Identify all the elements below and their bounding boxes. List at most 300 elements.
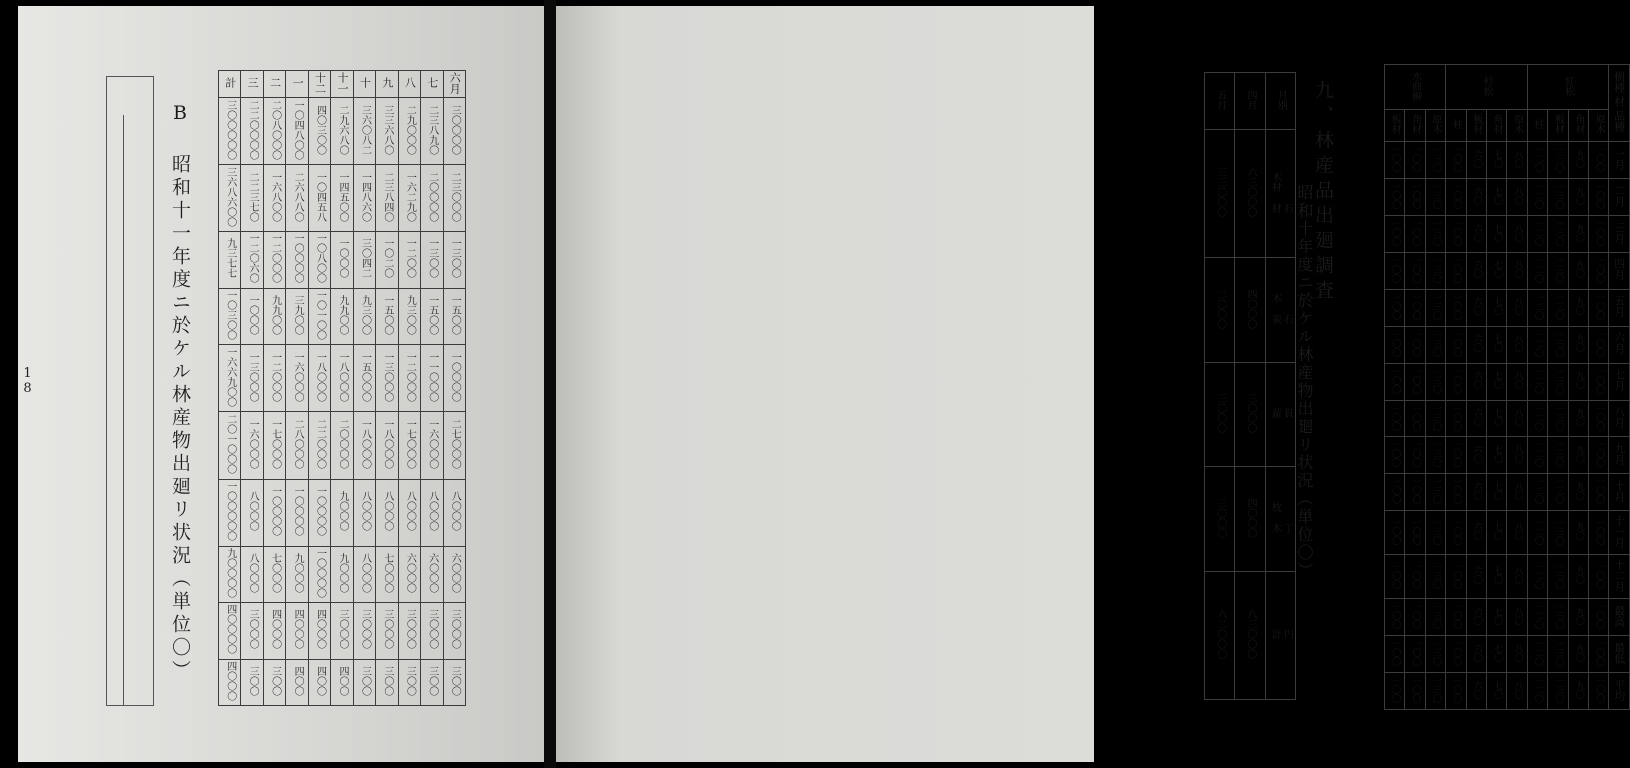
table-cell (308, 659, 330, 705)
table-cell (1568, 555, 1588, 599)
table-cell-text: 一三〇 (1553, 255, 1564, 283)
table-cell (1405, 555, 1425, 599)
table-cell (421, 659, 443, 705)
table-cell-text: 一〇四八〇〇 (292, 99, 304, 160)
month-label-text: 六月 (1612, 332, 1626, 355)
table-cell (263, 479, 285, 546)
table-cell-text: 一〇〇 (1410, 292, 1421, 320)
table-row (1385, 555, 1630, 599)
column-header (1385, 110, 1405, 142)
table-cell-text: 九九〇〇 (336, 295, 348, 336)
table-cell-text: 七〇 (1492, 334, 1503, 353)
table-cell-text: 一三〇〇〇 (247, 351, 259, 402)
table-row (1205, 258, 1296, 363)
month-label-text: 四月 (1612, 258, 1626, 281)
table-cell-text: 八〇 (1512, 186, 1523, 205)
table-cell-text: 四〇〇 (292, 665, 304, 696)
table-cell-text: 一六〇〇〇 (247, 418, 259, 469)
table-cell (1446, 437, 1466, 474)
table-cell-text: 九〇 (1573, 408, 1584, 427)
table-cell (421, 165, 443, 232)
month-label (1609, 326, 1630, 363)
table-cell (1507, 673, 1527, 710)
column-header-text: 板材 (1389, 114, 1401, 135)
table-cell-text: 一〇〇 (1410, 477, 1421, 505)
table-cell-text: 一〇〇 (1594, 477, 1605, 505)
table-cell-text: 一三〇 (1553, 219, 1564, 247)
table-cell (1466, 400, 1486, 437)
table-cell-text: 一〇〇 (1451, 561, 1462, 589)
month-label (1609, 437, 1630, 474)
month-header (398, 71, 420, 98)
page-number: 18 (20, 366, 35, 396)
table-cell-text: 九〇 (1573, 186, 1584, 205)
table-cell-text: 七〇 (1492, 522, 1503, 541)
table-cell-text: 七〇 (1492, 643, 1503, 662)
month-label-text: 最高 (1612, 604, 1626, 627)
right-page-title: 九、林産品出廻調査 (1312, 80, 1334, 305)
table-cell-text: 一八〇〇〇 (359, 418, 371, 469)
table-cell (398, 603, 420, 660)
table-cell (1589, 363, 1609, 400)
month-header-text: 七 (425, 77, 439, 88)
table-cell (1446, 363, 1466, 400)
month-header (1205, 73, 1235, 130)
table-cell-text: 六〇 (1471, 481, 1482, 500)
table-cell (331, 659, 353, 705)
table-cell (1487, 437, 1507, 474)
table-cell (308, 603, 330, 660)
table-cell (1589, 253, 1609, 290)
table-cell-text: 九〇 (1573, 149, 1584, 168)
table-cell-text: 一二〇 (1533, 639, 1544, 667)
table-cell (1425, 599, 1445, 636)
table-cell (1589, 142, 1609, 179)
table-cell (219, 412, 241, 479)
table-cell-text: 三〇〇 (381, 665, 393, 696)
table-cell-text: 一〇〇 (1451, 182, 1462, 210)
table-cell (443, 479, 465, 546)
table-cell (1205, 571, 1235, 699)
table-cell-text: 八〇〇〇 (247, 552, 259, 593)
table-cell-text: 九〇 (1573, 606, 1584, 625)
month-label-text: 十二月 (1612, 558, 1626, 592)
table-cell-text: 一二〇〇〇 (404, 351, 416, 402)
table-cell (1589, 216, 1609, 253)
table-row (219, 412, 466, 479)
group-header-text: 水曲柳 (1409, 70, 1421, 101)
table-cell (1405, 179, 1425, 216)
table-cell (1589, 673, 1609, 710)
table-row (219, 232, 466, 289)
table-cell (398, 165, 420, 232)
table-cell (1568, 179, 1588, 216)
column-header-text: 柱 (1450, 119, 1462, 130)
table-cell (1466, 599, 1486, 636)
table-cell (1527, 142, 1547, 179)
table-cell-text: 七〇 (1492, 481, 1503, 500)
table-cell (1527, 474, 1547, 511)
table-cell (1466, 437, 1486, 474)
table-cell (353, 345, 375, 412)
table-cell-text: 一〇〇 (1594, 366, 1605, 394)
table-row (1205, 73, 1296, 130)
table-cell-text: 一三〇 (1553, 292, 1564, 320)
table-cell-text: 三〇〇〇 (336, 609, 348, 650)
table-cell-text: 一〇〇 (1594, 561, 1605, 589)
table-cell-text: 三〇〇〇 (1214, 393, 1226, 433)
month-label-text: 平均 (1612, 678, 1626, 701)
table-cell-text: 六〇 (1471, 371, 1482, 390)
table-cell-text: 一三〇 (1553, 145, 1564, 173)
table-cell (1385, 673, 1405, 710)
table-cell (263, 345, 285, 412)
table-cell (1466, 511, 1486, 555)
table-cell (398, 288, 420, 345)
table-cell-text: 一〇〇 (1451, 676, 1462, 704)
table-cell-text: 一三〇 (1553, 329, 1564, 357)
table-cell-text: 六〇 (1471, 444, 1482, 463)
table-cell-text: 八〇 (1512, 260, 1523, 279)
table-cell (1405, 142, 1425, 179)
month-header-text: 一 (291, 77, 305, 88)
table-cell-text: 三〇〇〇 (359, 609, 371, 650)
table-cell (376, 345, 398, 412)
column-header (1568, 110, 1588, 142)
table-cell-text: 一〇〇 (1594, 145, 1605, 173)
table-cell-text: 六〇〇〇 (449, 552, 461, 593)
table-cell (1446, 511, 1466, 555)
table-cell (353, 288, 375, 345)
table-cell-text: 一二〇〇〇 (269, 351, 281, 402)
table-cell-text: 二二〇〇〇〇 (247, 99, 259, 160)
table-cell (398, 232, 420, 289)
table-cell (1425, 363, 1445, 400)
table-cell-text: 一六六九〇〇 (224, 346, 236, 407)
table-cell-text: 八〇〇〇 (359, 552, 371, 593)
table-cell (1466, 363, 1486, 400)
table-cell-text: 一〇〇 (1451, 639, 1462, 667)
table-cell-text: 一〇〇〇〇〇 (224, 481, 236, 542)
table-cell-text: 一〇〇〇 (336, 238, 348, 279)
table-cell-text: 一二〇 (1533, 477, 1544, 505)
table-cell (1487, 599, 1507, 636)
table-cell (376, 479, 398, 546)
table-cell-text: 七〇 (1492, 606, 1503, 625)
table-cell (1589, 437, 1609, 474)
table-cell-text: 二三八九〇 (426, 104, 438, 155)
table-cell-text: 四〇〇 (336, 665, 348, 696)
table-cell (1507, 216, 1527, 253)
table-cell-text: 七〇 (1492, 149, 1503, 168)
table-cell-text: 二二〇〇〇 (314, 418, 326, 469)
table-cell (1385, 216, 1405, 253)
table-cell-text: 八〇〇〇 (404, 491, 416, 532)
table-cell (1548, 437, 1568, 474)
table-cell-text: 一二〇 (1533, 329, 1544, 357)
table-cell-text: 六〇 (1471, 334, 1482, 353)
table-cell (1568, 142, 1588, 179)
table-cell-text: 一〇〇 (1390, 676, 1401, 704)
table-cell (1589, 599, 1609, 636)
table-cell (219, 546, 241, 603)
table-cell (1446, 216, 1466, 253)
table-cell-text: 七〇〇〇 (269, 552, 281, 593)
table-cell-text: 九〇〇〇 (336, 552, 348, 593)
table-cell-text: 一〇〇 (1410, 219, 1421, 247)
table-cell-text: 一三〇 (1431, 676, 1442, 704)
month-label (1609, 179, 1630, 216)
table-cell-text: 一〇〇 (1594, 403, 1605, 431)
table-cell (1405, 216, 1425, 253)
table-cell (331, 98, 353, 165)
table-cell-text: 七〇 (1492, 297, 1503, 316)
column-header (1425, 110, 1445, 142)
table-cell-text: 一二〇 (1533, 145, 1544, 173)
column-header (1548, 110, 1568, 142)
table-cell-text: 一〇三〇〇 (224, 290, 236, 341)
table-cell (421, 288, 443, 345)
table-cell (1205, 258, 1235, 363)
column-header-row (1385, 110, 1630, 142)
table-cell (308, 288, 330, 345)
table-cell-text: 九〇〇〇 (336, 491, 348, 532)
table-cell (1466, 142, 1486, 179)
table-cell-text: 二二三七〇 (247, 171, 259, 222)
column-header-text: 原木 (1593, 114, 1605, 135)
month-header-text: 五月 (1214, 89, 1226, 110)
table-cell-text: 一〇〇 (1451, 145, 1462, 173)
table-cell (1507, 555, 1527, 599)
table-cell-text: 八〇〇〇 (359, 491, 371, 532)
corner-subtext: 材 (1612, 96, 1626, 108)
table-cell (1527, 216, 1547, 253)
month-label-text: 二月 (1612, 184, 1626, 207)
table-cell (263, 659, 285, 705)
table-cell-text: 一〇〇 (1390, 440, 1401, 468)
table-cell-text: 一三〇 (1553, 403, 1564, 431)
table-cell-text: 二七〇〇〇 (449, 418, 461, 469)
table-cell-text: 一〇〇 (1390, 561, 1401, 589)
table-cell-text: 一三〇〇 (449, 238, 461, 279)
table-cell-text: 一三〇 (1553, 602, 1564, 630)
table-cell (1487, 474, 1507, 511)
table-cell (376, 412, 398, 479)
table-cell (421, 546, 443, 603)
table-cell-text: 一〇〇 (1390, 145, 1401, 173)
table-cell-text: 八〇 (1512, 223, 1523, 242)
table-row (1385, 216, 1630, 253)
table-cell (1487, 142, 1507, 179)
table-cell-text: 八〇 (1512, 680, 1523, 699)
table-cell-text: 一〇〇 (1594, 292, 1605, 320)
table-cell (241, 603, 263, 660)
table-cell-text: 一四八六〇 (359, 171, 371, 222)
table-row (219, 345, 466, 412)
table-cell (1205, 130, 1235, 258)
month-header (219, 71, 241, 98)
table-cell (219, 345, 241, 412)
table-cell (1548, 216, 1568, 253)
table-cell-text: 一〇〇〇〇 (292, 486, 304, 537)
table-cell (308, 412, 330, 479)
table-cell (1235, 362, 1265, 467)
corner-header-text: 樹種 (1612, 71, 1626, 94)
table-cell-text: 八〇 (1512, 334, 1523, 353)
left-page-title: B 昭和十一年度ニ於ケル林産物出廻リ状況（単位〇） (169, 102, 191, 683)
table-cell-text: 六〇 (1471, 223, 1482, 242)
table-cell-text: 三三六八〇 (381, 104, 393, 155)
month-label (1609, 636, 1630, 673)
table-cell (443, 412, 465, 479)
table-cell-text: 一〇〇 (1410, 255, 1421, 283)
table-cell (1425, 142, 1445, 179)
table-cell (1466, 555, 1486, 599)
table-cell-text: 二六八八〇 (292, 171, 304, 222)
table-cell-text: 四〇〇〇 (314, 609, 326, 650)
table-cell (1589, 555, 1609, 599)
table-cell-text: 二三〇〇〇 (449, 171, 461, 222)
column-header-text: 角材 (1491, 114, 1503, 135)
table-cell (443, 603, 465, 660)
table-cell (1425, 437, 1445, 474)
table-cell (1425, 474, 1445, 511)
table-cell-text: 一〇〇 (1410, 366, 1421, 394)
table-cell (1425, 555, 1445, 599)
row-label (1265, 467, 1295, 572)
table-cell-text: 一四五〇〇 (336, 171, 348, 222)
month-label-text: 八月 (1612, 406, 1626, 429)
table-row (1385, 636, 1630, 673)
table-cell (443, 288, 465, 345)
table-cell-text: 一八〇〇〇 (381, 418, 393, 469)
table-cell (1507, 253, 1527, 290)
table-cell-text: 二〇〇〇〇 (336, 418, 348, 469)
table-cell-text: 一三〇 (1431, 255, 1442, 283)
table-cell-text: 七〇 (1492, 444, 1503, 463)
table-cell (1425, 326, 1445, 363)
table-cell-text: 七〇 (1492, 680, 1503, 699)
table-cell (1487, 400, 1507, 437)
table-row (1385, 326, 1630, 363)
month-label (1609, 253, 1630, 290)
table-row (1205, 571, 1296, 699)
table-cell-text: 三三〇〇〇 (1214, 167, 1226, 218)
table-cell (376, 603, 398, 660)
table-cell-text: 一〇〇 (1390, 639, 1401, 667)
table-cell (1205, 362, 1235, 467)
table-cell-text: 七〇 (1492, 186, 1503, 205)
table-cell-text: 一〇二〇 (381, 238, 393, 279)
table-cell (331, 165, 353, 232)
table-cell (219, 165, 241, 232)
table-cell (1425, 179, 1445, 216)
table-cell-text: 一三〇 (1431, 403, 1442, 431)
month-label-text: 九月 (1612, 442, 1626, 465)
table-cell-text: 一二〇 (1533, 561, 1544, 589)
table-cell-text: 一三〇 (1553, 517, 1564, 545)
table-cell (353, 546, 375, 603)
table-cell (308, 98, 330, 165)
table-cell-text: 六三〇〇〇 (1244, 167, 1256, 218)
table-cell-text: 一二〇 (1533, 676, 1544, 704)
column-header (1589, 110, 1609, 142)
table-cell (398, 98, 420, 165)
table-cell-text: 三〇〇〇 (1244, 393, 1256, 433)
table-cell (308, 232, 330, 289)
month-header-text: 十二 (313, 71, 327, 94)
table-cell-text: 三〇〇 (404, 665, 416, 696)
table-cell (1568, 511, 1588, 555)
table-cell-text: 八〇 (1512, 408, 1523, 427)
table-row (1205, 362, 1296, 467)
table-cell (1568, 599, 1588, 636)
table-cell (1385, 400, 1405, 437)
table-row (219, 165, 466, 232)
table-cell (219, 659, 241, 705)
row-label (1265, 362, 1295, 467)
table-cell (398, 412, 420, 479)
table-cell (1507, 511, 1527, 555)
table-cell (1405, 636, 1425, 673)
table-cell (1527, 326, 1547, 363)
table-cell (1548, 179, 1568, 216)
table-cell-text: 八〇 (1512, 297, 1523, 316)
price-table (1384, 64, 1630, 710)
table-cell-text: 一五〇〇 (426, 295, 438, 336)
table-cell (1466, 474, 1486, 511)
table-cell-text: 九三〇〇 (404, 295, 416, 336)
table-cell-text: 六〇 (1471, 522, 1482, 541)
table-cell-text: 三〇〇〇 (381, 609, 393, 650)
table-cell (219, 232, 241, 289)
table-cell-text: 一三〇 (1431, 440, 1442, 468)
table-cell-text: 九〇 (1573, 334, 1584, 353)
group-header (1527, 65, 1609, 110)
table-cell (286, 603, 308, 660)
table-cell-text: 一〇〇 (1390, 329, 1401, 357)
table-cell (421, 345, 443, 412)
table-cell-text: 三〇〇〇 (247, 609, 259, 650)
table-cell-text: 二〇〇〇 (1214, 288, 1226, 329)
table-cell (286, 232, 308, 289)
row-label-text: 計 (1269, 628, 1281, 639)
unit-label: 石 (1281, 202, 1293, 213)
table-cell-text: 六〇 (1471, 149, 1482, 168)
table-cell-text: 一二〇 (1533, 403, 1544, 431)
table-cell-text: 四〇〇〇 (1244, 497, 1256, 538)
table-cell (1466, 289, 1486, 326)
month-header (308, 71, 330, 98)
month-header-text: 十 (358, 77, 372, 88)
table-cell-text: 一二〇 (1533, 602, 1544, 630)
table-cell-text: 二九〇〇〇 (404, 104, 416, 155)
month-header-text: 六月 (448, 71, 462, 94)
table-cell (1385, 142, 1405, 179)
table-cell-text: 二八〇〇〇 (292, 418, 304, 469)
table-cell-text: 一〇〇 (1451, 477, 1462, 505)
table-cell (1235, 571, 1265, 699)
table-cell (1548, 636, 1568, 673)
table-cell (376, 546, 398, 603)
table-cell (1385, 555, 1405, 599)
table-row (219, 288, 466, 345)
table-cell (331, 546, 353, 603)
table-cell (1589, 511, 1609, 555)
corner-subtext: 品種 (1612, 110, 1626, 133)
table-cell-text: 三〇〇〇〇〇 (224, 99, 236, 160)
table-cell (398, 479, 420, 546)
